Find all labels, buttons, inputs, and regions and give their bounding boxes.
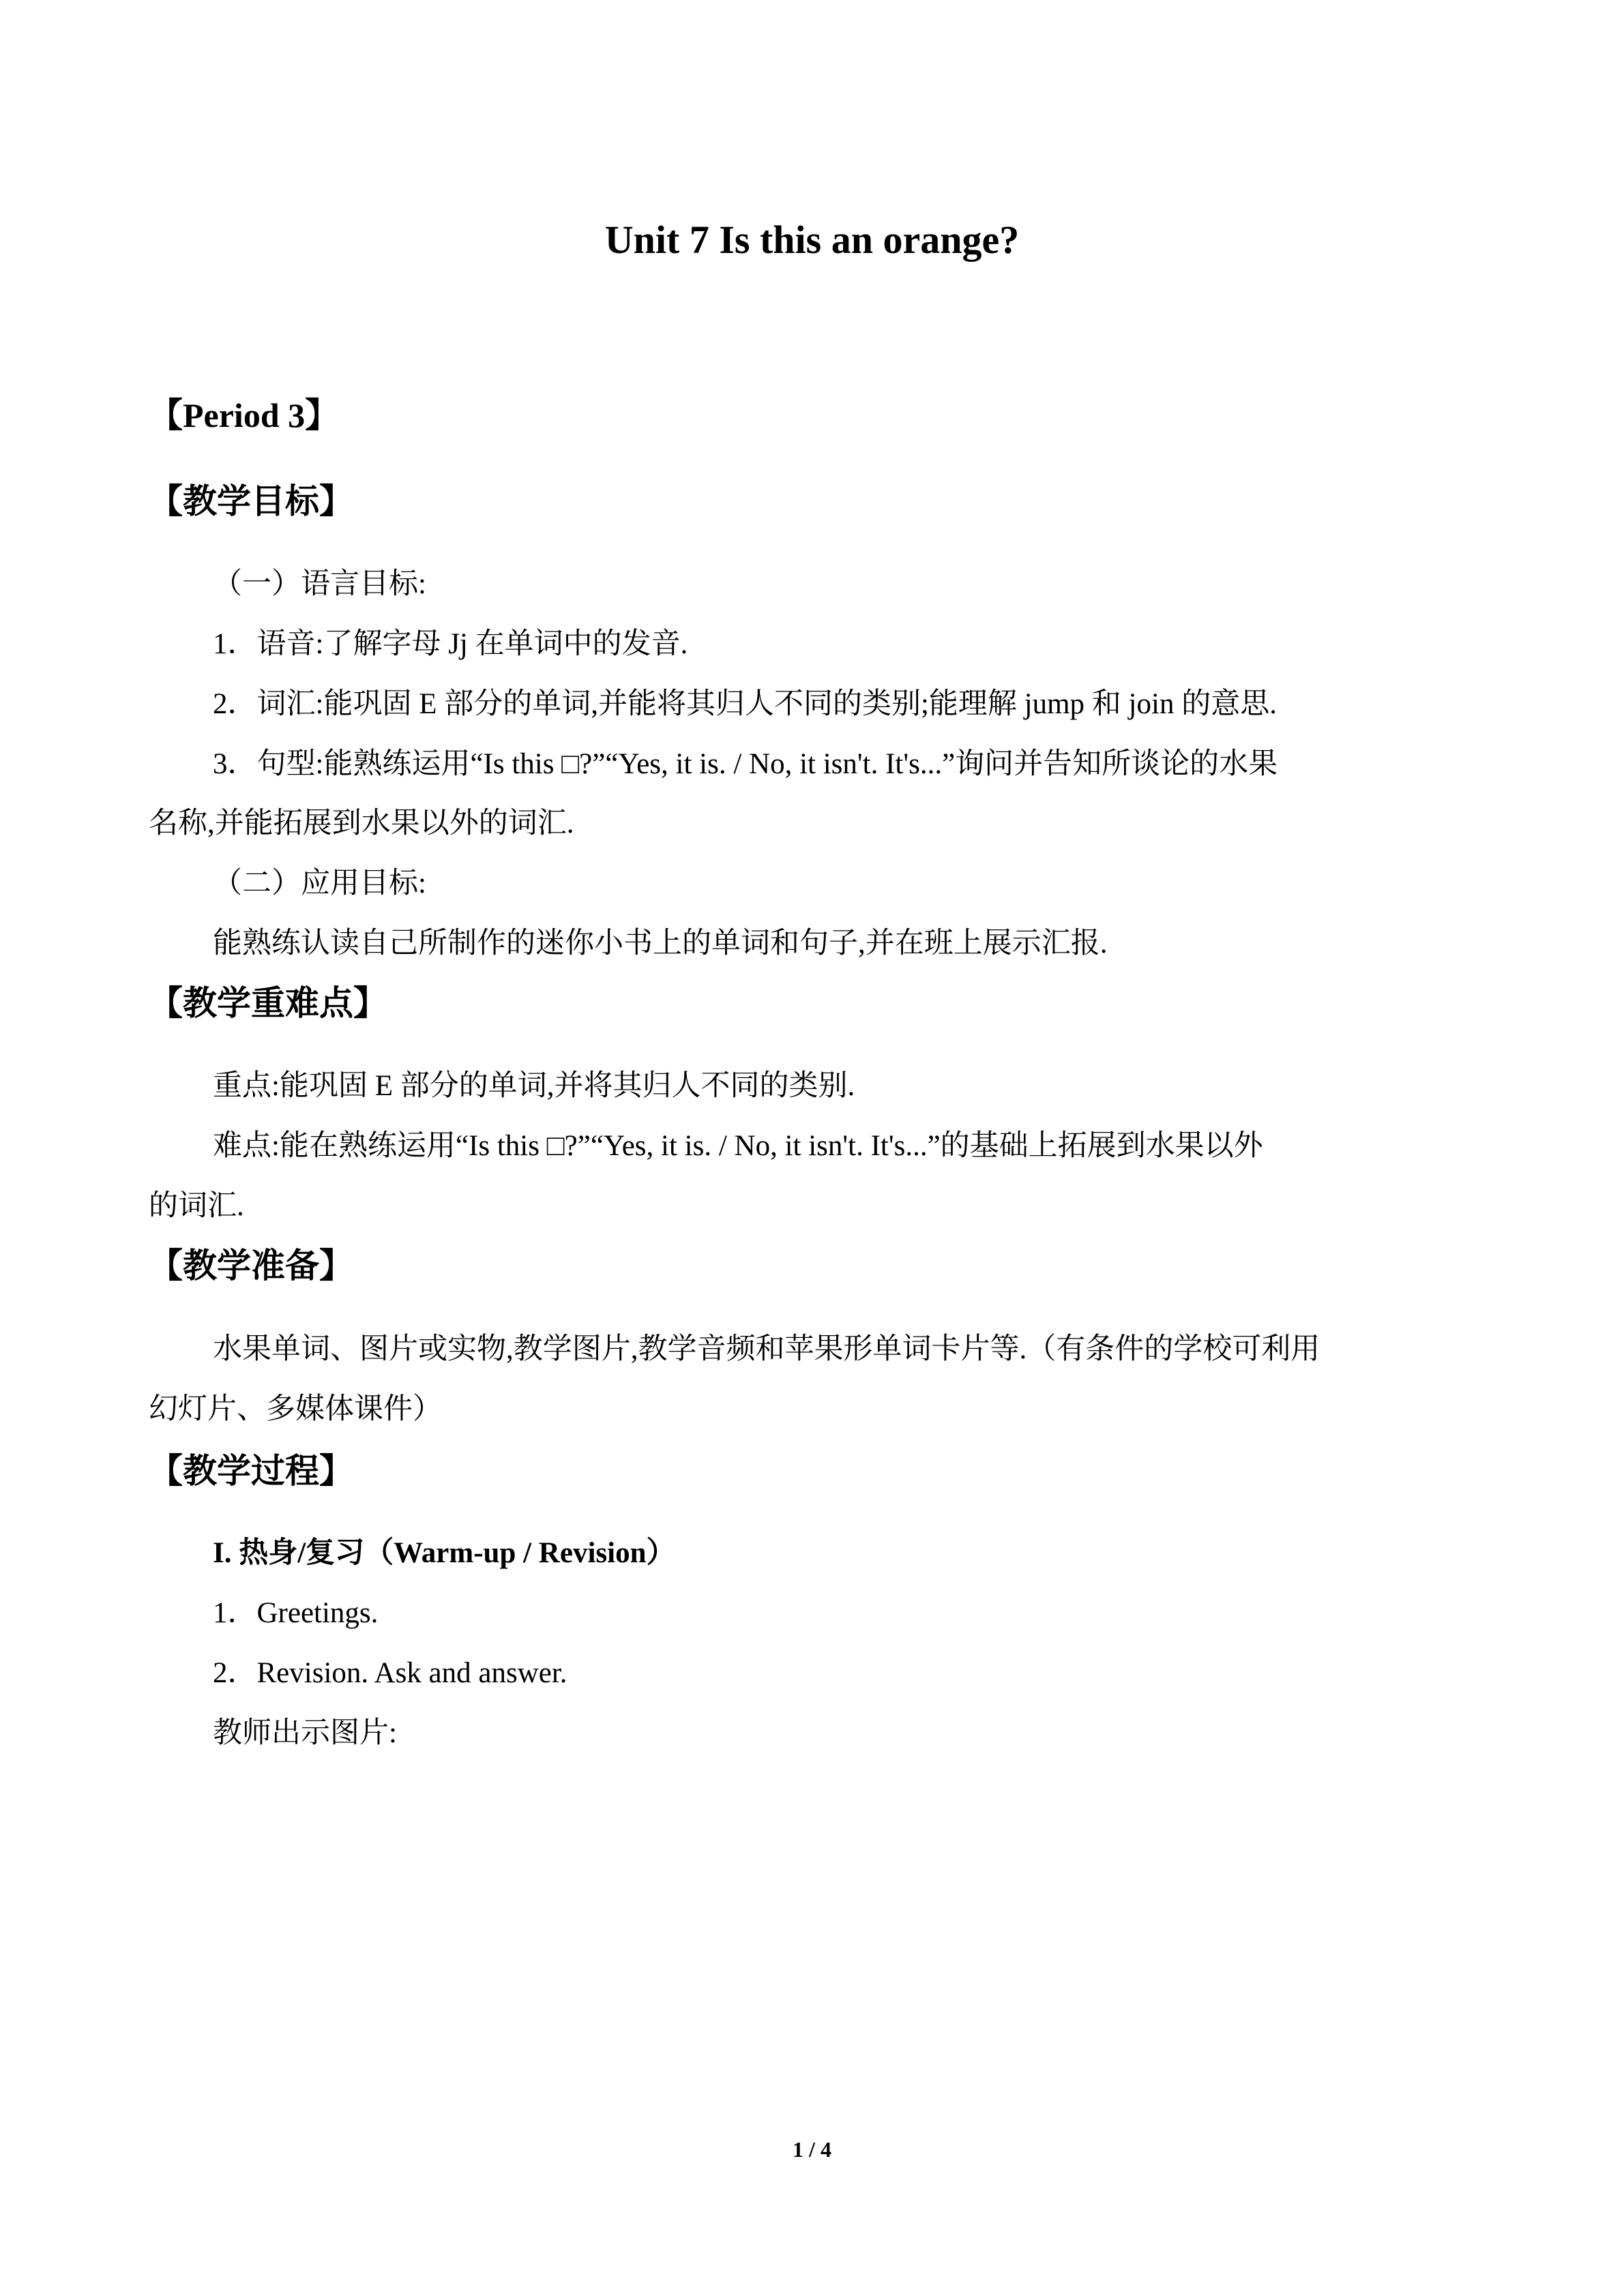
preparation-heading: 【教学准备】	[149, 1247, 353, 1285]
key-points-line-2: 难点:能在熟练运用“Is this □?”“Yes, it is. / No, it isn't. It's...”的基础上拓展到水果以外	[213, 1130, 1263, 1162]
objectives-line-5: 名称,并能拓展到水果以外的词汇.	[149, 807, 574, 839]
page-number: 1 / 4	[793, 2137, 831, 2162]
objectives-heading: 【教学目标】	[149, 482, 353, 520]
period-heading: 【Period 3】	[149, 396, 340, 434]
objectives-line-6: （二）应用目标:	[213, 867, 426, 899]
process-line-3: 教师出示图片:	[213, 1717, 397, 1749]
key-points-heading: 【教学重难点】	[149, 984, 387, 1022]
key-points-line-1: 重点:能巩固 E 部分的单词,并将其归人不同的类别.	[213, 1070, 855, 1102]
process-subheading: I. 热身/复习（Warm-up / Revision）	[213, 1537, 676, 1569]
objectives-line-1: （一）语言目标:	[213, 568, 426, 600]
objectives-line-7: 能熟练认读自己所制作的迷你小书上的单词和句子,并在班上展示汇报.	[213, 927, 1108, 959]
process-line-2: 2．Revision. Ask and answer.	[213, 1657, 567, 1689]
process-heading: 【教学过程】	[149, 1452, 353, 1490]
objectives-line-4: 3．句型:能熟练运用“Is this □?”“Yes, it is. / No, it isn't. It's...”询问并告知所谈论的水果	[213, 748, 1278, 780]
preparation-line-2: 幻灯片、多媒体课件）	[149, 1393, 442, 1425]
key-points-line-3: 的词汇.	[149, 1190, 244, 1222]
process-line-1: 1．Greetings.	[213, 1597, 379, 1629]
preparation-line-1: 水果单词、图片或实物,教学图片,教学音频和苹果形单词卡片等.（有条件的学校可利用	[213, 1333, 1320, 1365]
document-title: Unit 7 Is this an orange?	[604, 218, 1020, 262]
objectives-line-3: 2．词汇:能巩固 E 部分的单词,并能将其归人不同的类别;能理解 jump 和 join 的意思.	[213, 688, 1277, 720]
objectives-line-2: 1．语音:了解字母 Jj 在单词中的发音.	[213, 628, 688, 660]
